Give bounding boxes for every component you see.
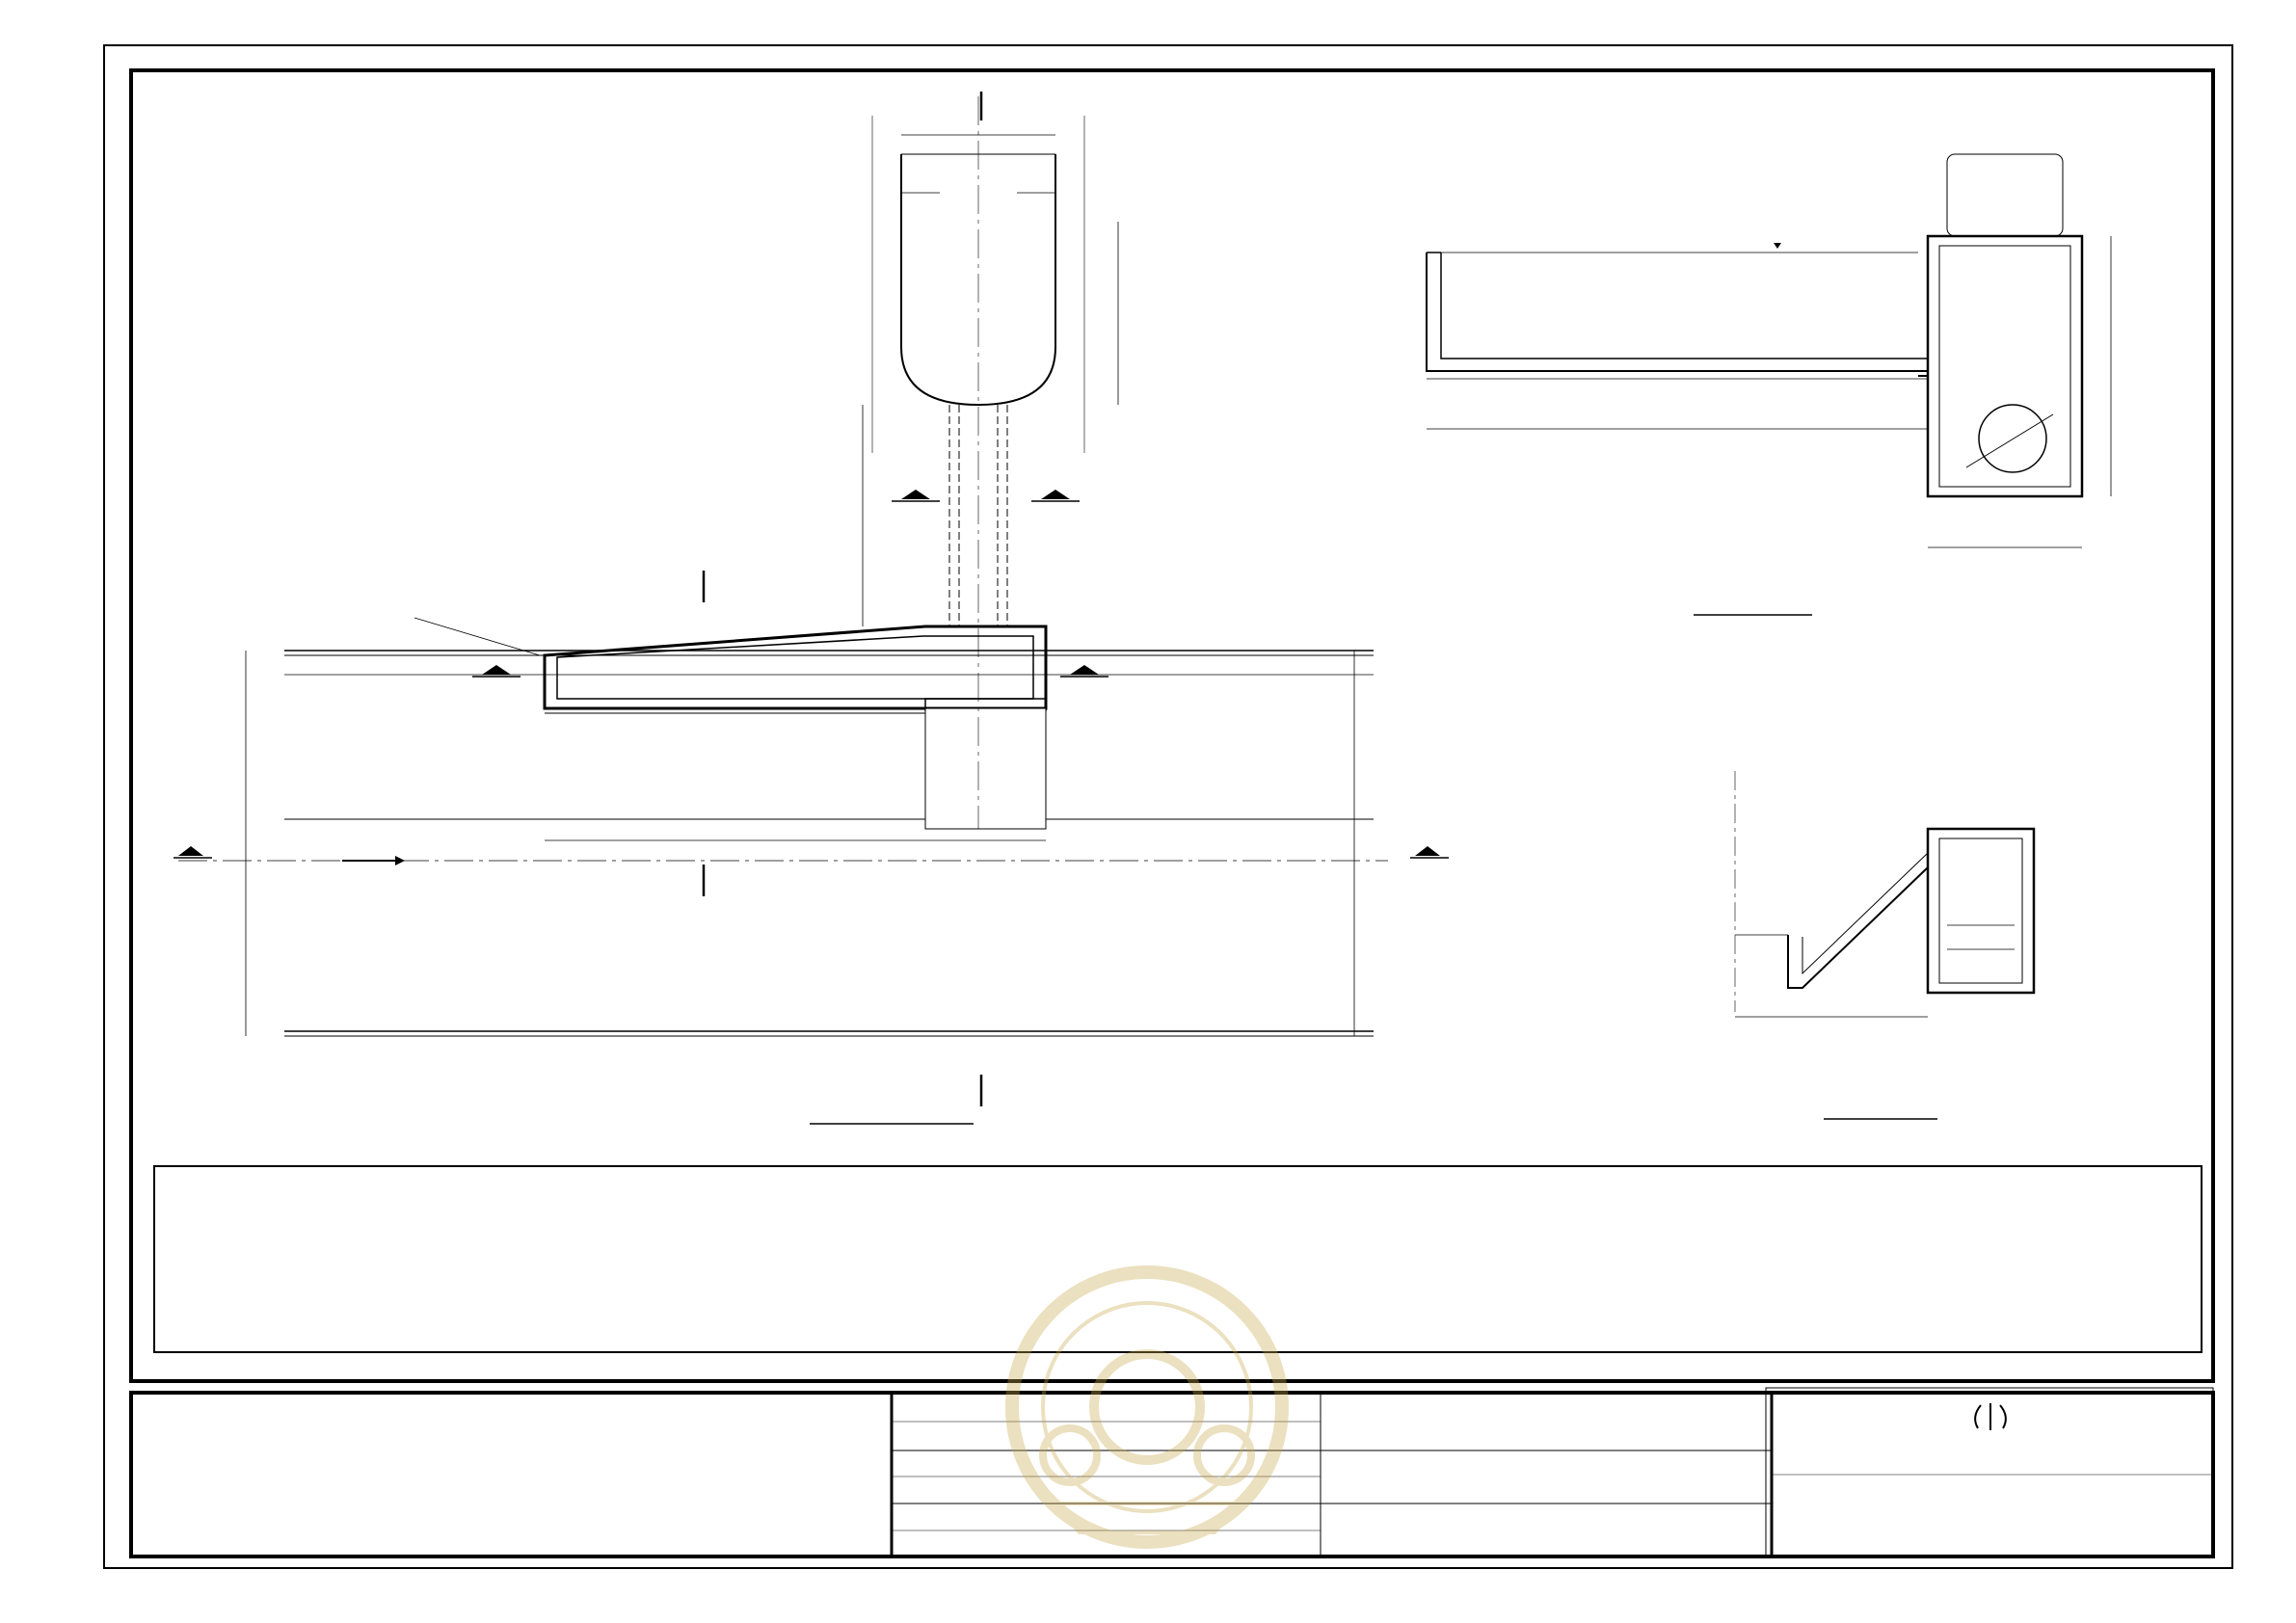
section-mark-c-left: [892, 490, 940, 501]
section-ee: [1735, 771, 2034, 1119]
section-mark-a-left: [174, 846, 212, 858]
watermark-logo: [1012, 1272, 1282, 1542]
data-table: [154, 1166, 2202, 1352]
iran-emblem-icon: [1975, 1403, 2006, 1430]
section-mark-a-right: [1410, 846, 1449, 858]
spillway-structure: [545, 626, 1046, 708]
drawing-frame: [131, 70, 2213, 1381]
section-dd: [1427, 154, 2111, 615]
plan-view: [174, 92, 1449, 1124]
section-mark-c-right: [1031, 490, 1080, 501]
outer-border: [104, 45, 2232, 1568]
pipe: [1979, 405, 2046, 472]
